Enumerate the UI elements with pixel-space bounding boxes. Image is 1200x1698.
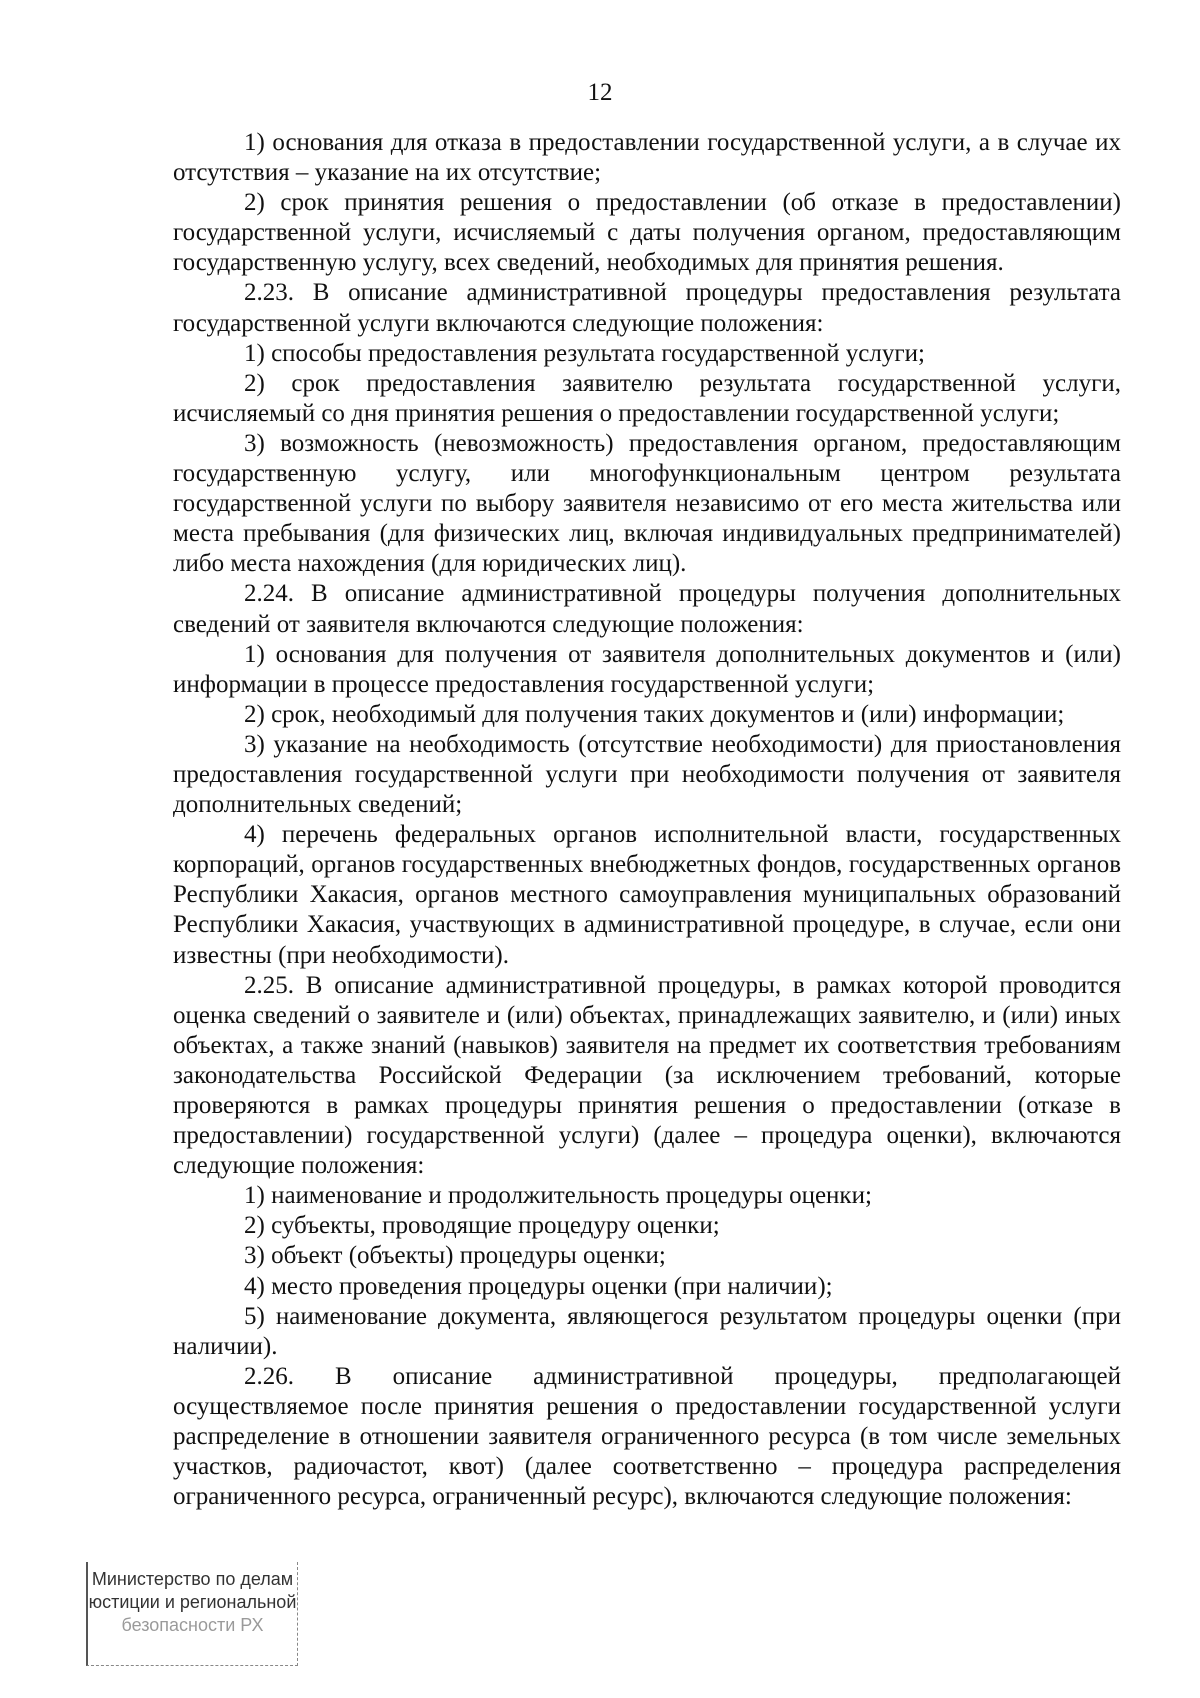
page-number: 12	[587, 79, 613, 106]
paragraph-item-2: 2) срок предоставления заявителю результата государственной услуги, исчисляемый со дня принятия решения о предоставлении государственной услуги;	[173, 369, 1121, 427]
paragraph-item-4: 4) перечень федеральных органов исполнительной власти, государственных корпораций, органов государственных внебюджетных фондов, государственных органов Республики Хакасия, органов местного самоуправления муниципальных образований Республики Хакасия, участвующих в административной процедуре, в случае, если они известны (при необходимости).	[173, 821, 1121, 969]
paragraph-item-1: 1) наименование и продолжительность процедуры оценки;	[244, 1182, 872, 1210]
stamp-line: юстиции и региональной	[88, 1592, 297, 1612]
paragraph-section-2-23: 2.23. В описание административной процедуры предоставления результата государственной услуги включаются следующие положения:	[173, 279, 1121, 337]
paragraph-item-5: 5) наименование документа, являющегося результатом процедуры оценки (при наличии).	[173, 1302, 1121, 1360]
paragraph-section-2-24: 2.24. В описание административной процедуры получения дополнительных сведений от заявителя включаются следующие положения:	[173, 580, 1121, 638]
paragraph-item-3: 3) указание на необходимость (отсутствие необходимости) для приостановления предоставления государственной услуги при необходимости получения от заявителя дополнительных сведений;	[173, 730, 1121, 819]
document-body	[173, 128, 1121, 1512]
stamp-line: безопасности РХ	[121, 1615, 264, 1635]
paragraph-item-1: 1) основания для отказа в предоставлении государственной услуги, а в случае их отсутствия – указание на их отсутствие;	[173, 129, 1121, 187]
stamp-line: Министерство по делам	[91, 1569, 294, 1589]
paragraph-item-1: 1) основания для получения от заявителя дополнительных документов и (или) информации в процессе предоставления государственной услуги;	[173, 640, 1121, 698]
ministry-stamp	[86, 1562, 298, 1666]
paragraph-item-1: 1) способы предоставления результата государственной услуги;	[244, 339, 925, 367]
paragraph-item-3: 3) объект (объекты) процедуры оценки;	[244, 1242, 666, 1270]
paragraph-section-2-25: 2.25. В описание административной процедуры, в рамках которой проводится оценка сведений о заявителе и (или) объектах, принадлежащих заявителю, и (или) иных объектах, а также знаний (навыков) заявителя на предмет их соответствия требованиям законодательства Российской Федерации (за исключением требований, которые проверяются в рамках процедуры принятия решения о предоставлении (отказе в предоставлении) государственной услуги) (далее – процедура оценки), включаются следующие положения:	[173, 971, 1121, 1180]
paragraph-item-2: 2) срок, необходимый для получения таких документов и (или) информации;	[244, 700, 1065, 728]
paragraph-item-2: 2) субъекты, проводящие процедуру оценки;	[244, 1212, 720, 1240]
paragraph-item-4: 4) место проведения процедуры оценки (при наличии);	[244, 1272, 833, 1300]
paragraph-item-2: 2) срок принятия решения о предоставлении (об отказе в предоставлении) государственной услуги, исчисляемый с даты получения органом, предоставляющим государственную услугу, всех сведений, необходимых для принятия решения.	[173, 189, 1121, 277]
paragraph-item-3: 3) возможность (невозможность) предоставления органом, предоставляющим государственную услугу, или многофункциональным центром результата государственной услуги по выбору заявителя независимо от его места жительства или места пребывания (для физических лиц, включая индивидуальных предпринимателей) либо места нахождения (для юридических лиц).	[173, 429, 1121, 578]
paragraph-section-2-26: 2.26. В описание административной процедуры, предполагающей осуществляемое после принятия решения о предоставлении государственной услуги распределение в отношении заявителя ограниченного ресурса (в том числе земельных участков, радиочастот, квот) (далее соответственно – процедура распределения ограниченного ресурса, ограниченный ресурс), включаются следующие положения:	[173, 1362, 1121, 1511]
